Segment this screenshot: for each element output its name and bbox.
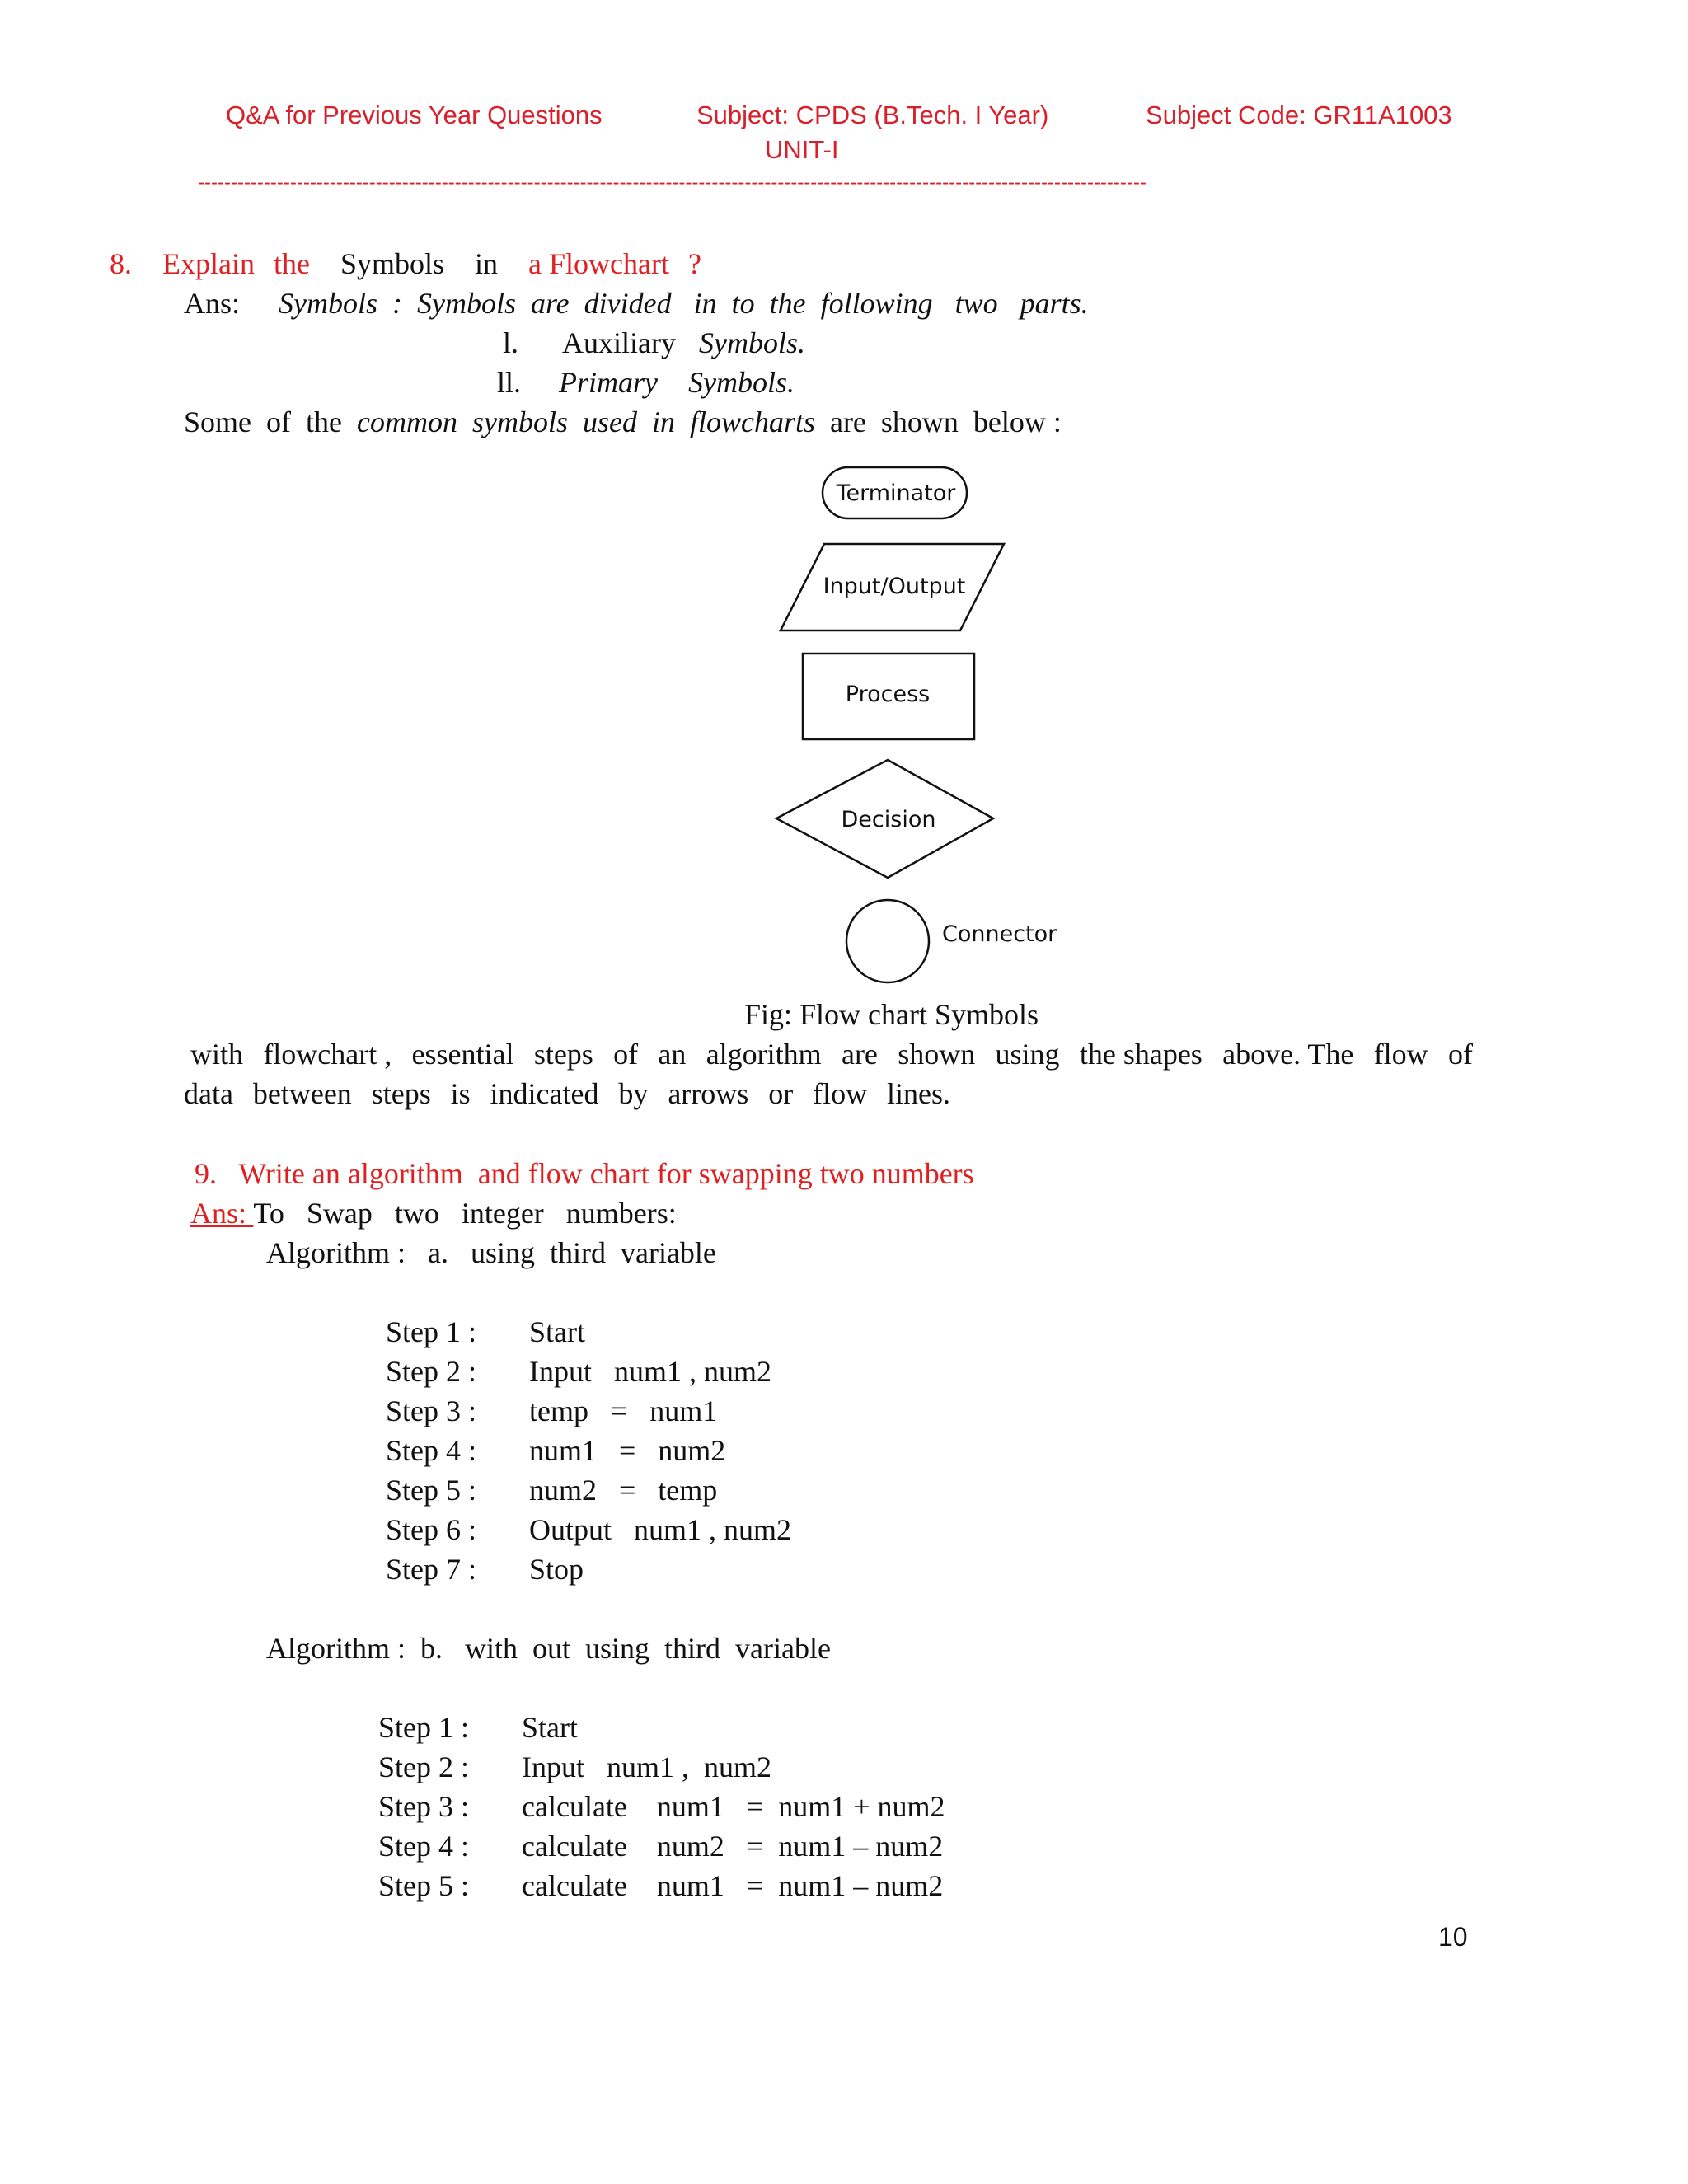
- question-9-heading: 9. Write an algorithm and flow chart for swapping two numbers: [195, 1157, 974, 1190]
- heading-word: Symbols: [340, 247, 445, 280]
- step-text: calculate num1 = num1 + num2: [522, 1790, 945, 1823]
- list-item-number: ll.: [497, 366, 522, 399]
- step-text: Start: [529, 1315, 585, 1348]
- heading-word: the: [273, 247, 310, 280]
- header-rule: ------------------------------------------------------------------------------------------------------------------------------------------------: [198, 171, 1146, 194]
- question-number: 8.: [110, 247, 132, 280]
- header-left: Q&A for Previous Year Questions: [226, 101, 603, 129]
- word: of: [613, 1038, 639, 1071]
- word: arrows: [668, 1077, 749, 1110]
- step-label: Step 5 :: [378, 1869, 470, 1902]
- step-label: Step 7 :: [386, 1553, 477, 1586]
- step-text: Output num1 , num2: [529, 1513, 792, 1546]
- word: shown: [898, 1038, 976, 1071]
- connector-shape: [846, 900, 929, 982]
- paragraph-line-1: [190, 1039, 1473, 1069]
- word: lines.: [887, 1077, 950, 1110]
- step-text: num2 = temp: [529, 1474, 718, 1507]
- heading-word: a Flowchart: [528, 247, 669, 280]
- answer-label: Ans:: [190, 1197, 254, 1230]
- page-number: 10: [1438, 1922, 1468, 1952]
- word: above. The: [1222, 1038, 1354, 1071]
- intro-text: are shown below :: [829, 405, 1062, 438]
- step-text: Input num1 , num2: [529, 1355, 771, 1388]
- answer-label: Ans:: [184, 287, 241, 320]
- step-text: temp = num1: [529, 1394, 718, 1427]
- step-text: Input num1 , num2: [522, 1750, 771, 1783]
- step-text: calculate num2 = num1 – num2: [522, 1830, 944, 1863]
- word: are: [841, 1038, 878, 1071]
- step-text: Stop: [529, 1553, 584, 1586]
- step-label: Step 5 :: [386, 1474, 477, 1507]
- step-text: Start: [522, 1711, 578, 1744]
- algorithm-a-title: Algorithm : a. using third variable: [266, 1236, 716, 1269]
- word: steps: [371, 1077, 431, 1110]
- heading-word: ?: [687, 247, 701, 280]
- word: steps: [533, 1038, 593, 1071]
- decision-label: Decision: [841, 807, 936, 832]
- list-item-number: l.: [503, 326, 519, 359]
- list-item-text: Primary: [559, 366, 658, 399]
- word: the shapes: [1079, 1038, 1203, 1071]
- step-label: Step 2 :: [378, 1750, 470, 1783]
- list-item-text: Auxiliary: [562, 326, 676, 359]
- step-label: Step 1 :: [378, 1711, 470, 1744]
- algorithm-b-title: Algorithm : b. with out using third variable: [266, 1632, 831, 1665]
- word: algorithm: [706, 1038, 822, 1071]
- paragraph-line-2: [184, 1079, 950, 1108]
- word: flow: [813, 1077, 868, 1110]
- word: with: [190, 1038, 244, 1071]
- word: by: [618, 1077, 649, 1110]
- word: flow: [1373, 1038, 1428, 1071]
- word: of: [1447, 1038, 1473, 1071]
- step-text: num1 = num2: [529, 1434, 726, 1467]
- step-label: Step 3 :: [378, 1790, 470, 1823]
- heading-word: Explain: [162, 247, 255, 280]
- intro-text: common symbols used in flowcharts: [356, 405, 815, 438]
- header-subject-code: Subject Code: GR11A1003: [1146, 101, 1452, 129]
- step-label: Step 4 :: [378, 1830, 470, 1863]
- word: indicated: [490, 1077, 599, 1110]
- list-item-text: Symbols.: [688, 366, 795, 399]
- heading-word: in: [475, 247, 499, 280]
- step-label: Step 2 :: [386, 1355, 477, 1388]
- answer-line: [190, 1198, 677, 1228]
- step-label: Step 3 :: [386, 1394, 477, 1427]
- input-output-label: Input/Output: [823, 574, 966, 599]
- answer-text: Symbols : Symbols are divided in to the following two parts.: [279, 287, 1089, 320]
- header-unit: UNIT-I: [765, 135, 839, 164]
- step-label: Step 6 :: [386, 1513, 477, 1546]
- word: using: [995, 1038, 1060, 1071]
- step-label: Step 4 :: [386, 1434, 477, 1467]
- intro-text: Some of the: [184, 405, 342, 438]
- header-subject: Subject: CPDS (B.Tech. I Year): [696, 101, 1049, 129]
- figure-caption: Fig: Flow chart Symbols: [744, 998, 1039, 1031]
- step-text: calculate num1 = num1 – num2: [522, 1869, 944, 1902]
- list-item-text: Symbols.: [699, 326, 805, 359]
- word: or: [768, 1077, 794, 1110]
- step-label: Step 1 :: [386, 1315, 477, 1348]
- word: flowchart ,: [263, 1038, 392, 1071]
- word: between: [252, 1077, 352, 1110]
- answer-text: To Swap two integer numbers:: [253, 1197, 677, 1230]
- terminator-label: Terminator: [836, 480, 956, 506]
- word: data: [184, 1077, 233, 1110]
- word: is: [450, 1077, 471, 1110]
- word: essential: [411, 1038, 514, 1071]
- process-label: Process: [845, 682, 931, 707]
- word: an: [658, 1038, 687, 1071]
- connector-label: Connector: [942, 921, 1057, 947]
